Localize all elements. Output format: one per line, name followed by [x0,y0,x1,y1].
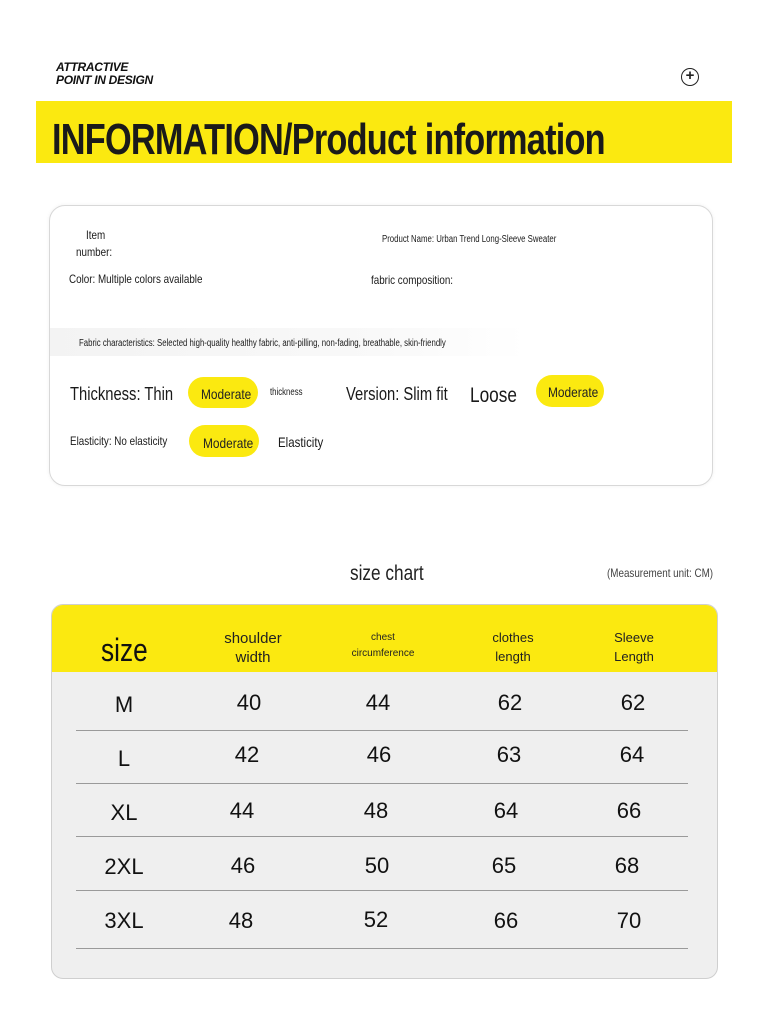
cell-size: XL [110,800,138,825]
fabric-characteristics: Fabric characteristics: Selected high-quality healthy fabric, anti-pilling, non-fading, breathable, skin-friendly [79,338,446,349]
cell-length: 64 [493,798,519,823]
product-name: Product Name: Urban Trend Long-Sleeve Sweater [382,234,557,245]
thickness-label: Thickness: Thin [70,384,174,404]
row-divider [76,836,688,837]
elasticity-label: Elasticity: No elasticity [70,434,168,448]
header-chest-line2: circumference [351,648,415,659]
color-info: Color: Multiple colors available [69,272,203,286]
row-divider [76,730,688,731]
brand-line-1: ATTRACTIVE [56,60,129,74]
header-clothes-length [468,628,558,666]
cell-shoulder: 42 [234,742,260,767]
header-length-line1: clothes [492,630,534,645]
cell-chest: 50 [364,853,390,878]
cell-chest: 48 [363,798,389,823]
cell-chest: 44 [365,690,391,715]
cell-shoulder: 40 [236,690,262,715]
measurement-unit-note: (Measurement unit: CM) [607,566,714,580]
header-chest-line1: chest [371,632,395,643]
cell-shoulder: 48 [228,908,254,933]
version-selected: Moderate [548,384,599,400]
brand-tagline [56,61,153,87]
cell-shoulder: 44 [229,798,255,823]
cell-size: 2XL [104,854,144,879]
version-loose: Loose [470,384,517,407]
elasticity-selected: Moderate [203,435,254,451]
cell-length: 66 [493,908,519,933]
cell-chest: 46 [366,742,392,767]
cell-size: M [114,692,134,717]
item-number-label-2: number: [76,245,113,259]
thickness-selected: Moderate [201,386,252,402]
cell-size: 3XL [104,908,144,933]
header-sleeve-length [589,628,679,666]
header-size: size [101,632,148,668]
header-sleeve-line1: Sleeve [614,630,654,645]
cell-size: L [117,746,131,771]
row-divider [76,783,688,784]
thickness-suffix: thickness [270,387,303,398]
elasticity-suffix: Elasticity [278,434,324,450]
cell-sleeve: 62 [620,690,646,715]
cell-length: 63 [496,742,522,767]
header-shoulder-line2: width [235,649,271,666]
cell-length: 62 [497,690,523,715]
header-chest-circumference [338,630,428,662]
cell-chest: 52 [363,907,389,932]
row-divider [76,948,688,949]
header-length-line2: length [495,649,531,664]
cell-shoulder: 46 [230,853,256,878]
page-title: INFORMATION/Product information [52,115,605,164]
cell-sleeve: 64 [619,742,645,767]
cell-sleeve: 70 [616,908,642,933]
cell-sleeve: 66 [616,798,642,823]
item-number-label: Item [86,228,106,242]
brand-line-2: POINT IN DESIGN [56,73,153,87]
size-chart-title: size chart [350,562,424,585]
header-shoulder-line1: shoulder [224,630,282,647]
version-label: Version: Slim fit [346,384,448,404]
row-divider [76,890,688,891]
cell-length: 65 [491,853,517,878]
header-sleeve-line2: Length [614,649,654,664]
plus-icon[interactable]: + [681,68,699,86]
header-shoulder-width [208,629,298,667]
cell-sleeve: 68 [614,853,640,878]
fabric-composition: fabric composition: [371,273,454,287]
